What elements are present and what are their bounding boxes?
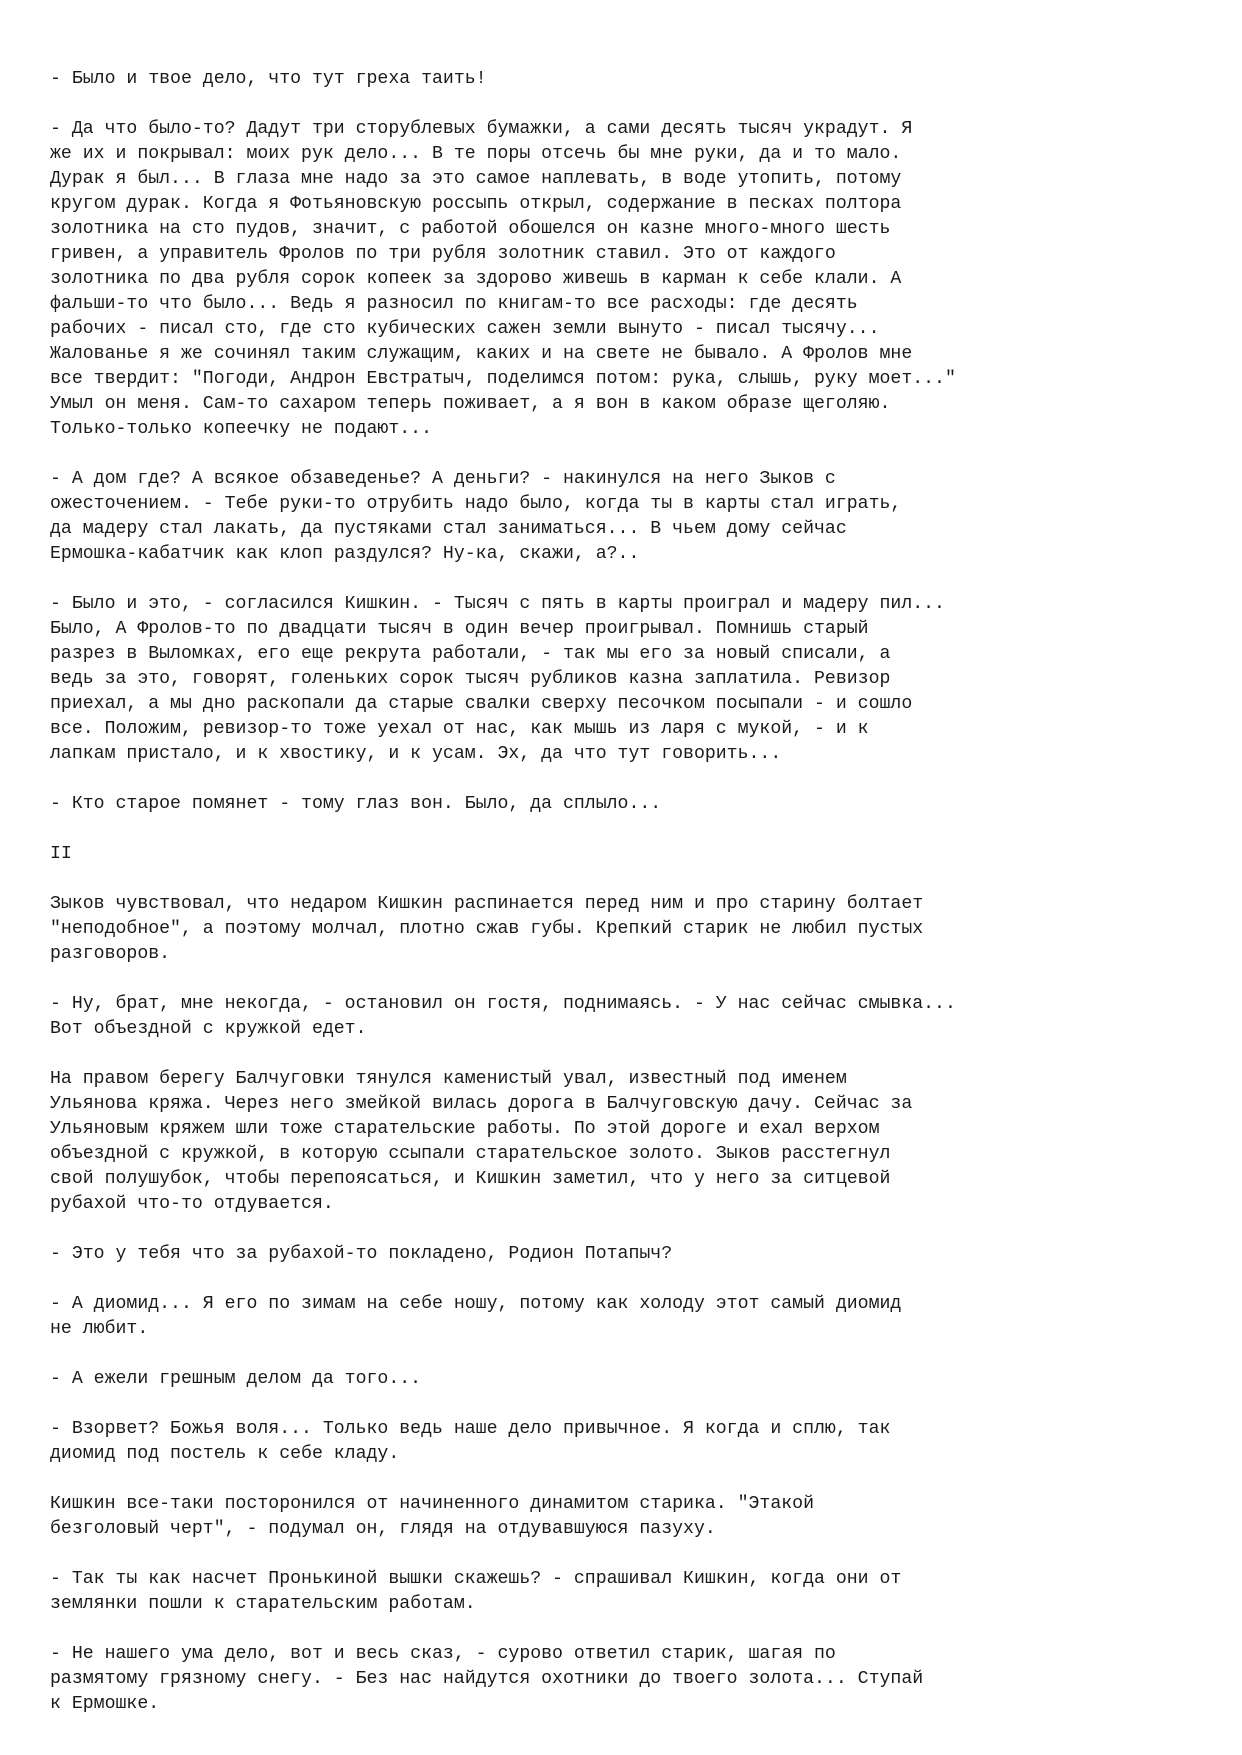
- text-line: золотника на сто пудов, значит, с работой обошелся он казне много-много шесть: [50, 219, 891, 239]
- text-line: ожесточением. - Тебе руки-то отрубить надо было, когда ты в карты стал играть,: [50, 494, 902, 514]
- text-line: Дурак я был... В глаза мне надо за это самое наплевать, в воде утопить, потому: [50, 169, 902, 189]
- text-line: рубахой что-то отдувается.: [50, 1194, 334, 1214]
- text-line: размятому грязному снегу. - Без нас найдутся охотники до твоего золота... Ступай: [50, 1669, 924, 1689]
- text-line: Только-только копеечку не подают...: [50, 419, 432, 439]
- text-line: - Было и это, - согласился Кишкин. - Тысяч с пять в карты проиграл и мадеру пил...: [50, 594, 945, 614]
- text-line: - Кто старое помянет - тому глаз вон. Было, да сплыло...: [50, 794, 662, 814]
- text-line: землянки пошли к старательским работам.: [50, 1594, 476, 1614]
- text-line: Зыков чувствовал, что недаром Кишкин распинается перед ним и про старину болтает: [50, 894, 924, 914]
- text-line: Ульянова кряжа. Через него змейкой вилась дорога в Балчуговскую дачу. Сейчас за: [50, 1094, 913, 1114]
- paragraph: [50, 892, 1200, 967]
- paragraph: [50, 842, 1200, 867]
- text-line: приехал, а мы дно раскопали да старые свалки сверху песочком посыпали - и сошло: [50, 694, 913, 714]
- paragraph: [50, 1492, 1200, 1542]
- text-line: да мадеру стал лакать, да пустяками стал заниматься... В чьем дому сейчас: [50, 519, 847, 539]
- paragraph: [50, 1242, 1200, 1267]
- text-line: II: [50, 844, 72, 864]
- text-line: - А ежели грешным делом да того...: [50, 1369, 422, 1389]
- paragraph: [50, 592, 1200, 767]
- text-line: Было, А Фролов-то по двадцати тысяч в один вечер проигрывал. Помнишь старый: [50, 619, 869, 639]
- text-line: все твердит: "Погоди, Андрон Евстратыч, поделимся потом: рука, слышь, руку моет...": [50, 369, 956, 389]
- text-line: - Это у тебя что за рубахой-то покладено, Родион Потапыч?: [50, 1244, 673, 1264]
- text-line: же их и покрывал: моих рук дело... В те поры отсечь бы мне руки, да и то мало.: [50, 144, 902, 164]
- text-line: - Не нашего ума дело, вот и весь сказ, - сурово ответил старик, шагая по: [50, 1644, 836, 1664]
- text-line: свой полушубок, чтобы перепоясаться, и Кишкин заметил, что у него за ситцевой: [50, 1169, 891, 1189]
- text-line: золотника по два рубля сорок копеек за здорово живешь в карман к себе клали. А: [50, 269, 902, 289]
- text-line: фальши-то что было... Ведь я разносил по книгам-то все расходы: где десять: [50, 294, 858, 314]
- text-line: Вот объездной с кружкой едет.: [50, 1019, 367, 1039]
- paragraph: [50, 792, 1200, 817]
- paragraph: [50, 1292, 1200, 1342]
- text-line: к Ермошке.: [50, 1694, 160, 1714]
- paragraph: [50, 1067, 1200, 1217]
- text-line: лапкам пристало, и к хвостику, и к усам. Эх, да что тут говорить...: [50, 744, 782, 764]
- text-line: разговоров.: [50, 944, 171, 964]
- text-line: "неподобное", а поэтому молчал, плотно сжав губы. Крепкий старик не любил пустых: [50, 919, 924, 939]
- text-line: Кишкин все-таки посторонился от начиненного динамитом старика. "Этакой: [50, 1494, 814, 1514]
- paragraph: [50, 1417, 1200, 1467]
- text-line: разрез в Выломках, его еще рекрута работали, - так мы его за новый списали, а: [50, 644, 891, 664]
- text-line: - А дом где? А всякое обзаведенье? А деньги? - накинулся на него Зыков с: [50, 469, 836, 489]
- text-line: Ульяновым кряжем шли тоже старательские работы. По этой дороге и ехал верхом: [50, 1119, 880, 1139]
- text-line: объездной с кружкой, в которую ссыпали старательское золото. Зыков расстегнул: [50, 1144, 891, 1164]
- text-line: не любит.: [50, 1319, 149, 1339]
- text-line: - Было и твое дело, что тут греха таить!: [50, 69, 487, 89]
- text-line: - А диомид... Я его по зимам на себе ношу, потому как холоду этот самый диомид: [50, 1294, 902, 1314]
- text-line: рабочих - писал сто, где сто кубических сажен земли вынуто - писал тысячу...: [50, 319, 880, 339]
- paragraph: [50, 67, 1200, 92]
- text-line: Ермошка-кабатчик как клоп раздулся? Ну-ка, скажи, а?..: [50, 544, 640, 564]
- text-line: На правом берегу Балчуговки тянулся каменистый увал, известный под именем: [50, 1069, 847, 1089]
- text-line: ведь за это, говорят, голеньких сорок тысяч рубликов казна заплатила. Ревизор: [50, 669, 891, 689]
- text-line: Жалованье я же сочинял таким служащим, каких и на свете не бывало. А Фролов мне: [50, 344, 913, 364]
- text-line: диомид под постель к себе кладу.: [50, 1444, 400, 1464]
- text-line: - Взорвет? Божья воля... Только ведь наше дело привычное. Я когда и сплю, так: [50, 1419, 891, 1439]
- paragraph: [50, 1642, 1200, 1717]
- document-text-body: [50, 67, 1200, 1742]
- paragraph: [50, 467, 1200, 567]
- paragraph: [50, 117, 1200, 442]
- paragraph: [50, 1367, 1200, 1392]
- text-line: Умыл он меня. Сам-то сахаром теперь поживает, а я вон в каком образе щеголяю.: [50, 394, 891, 414]
- text-line: - Да что было-то? Дадут три сторублевых бумажки, а сами десять тысяч украдут. Я: [50, 119, 913, 139]
- text-line: гривен, а управитель Фролов по три рубля золотник ставил. Это от каждого: [50, 244, 836, 264]
- text-line: безголовый черт", - подумал он, глядя на отдувавшуюся пазуху.: [50, 1519, 716, 1539]
- text-line: кругом дурак. Когда я Фотьяновскую россыпь открыл, содержание в песках полтора: [50, 194, 902, 214]
- paragraph: [50, 1567, 1200, 1617]
- text-line: - Так ты как насчет Пронькиной вышки скажешь? - спрашивал Кишкин, когда они от: [50, 1569, 902, 1589]
- text-line: все. Положим, ревизор-то тоже уехал от нас, как мышь из ларя с мукой, - и к: [50, 719, 869, 739]
- text-line: - Ну, брат, мне некогда, - остановил он гостя, поднимаясь. - У нас сейчас смывка...: [50, 994, 956, 1014]
- paragraph: [50, 992, 1200, 1042]
